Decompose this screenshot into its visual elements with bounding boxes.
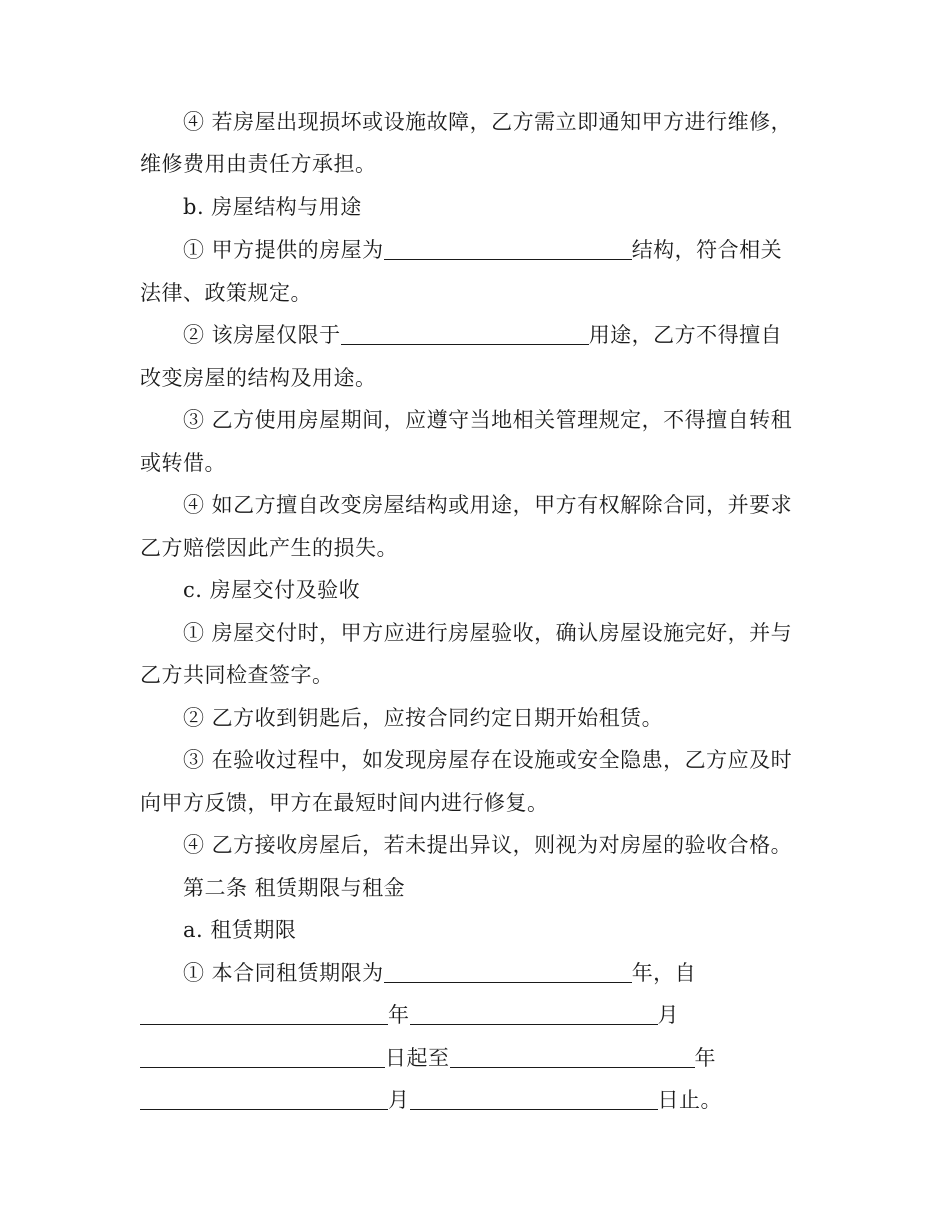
clause-line: [140, 449, 820, 477]
clause-text: ③ 乙方使用房屋期间，应遵守当地相关管理规定，不得擅自转租: [183, 408, 793, 432]
clause-text: ① 房屋交付时，甲方应进行房屋验收，确认房屋设施完好，并与: [183, 621, 793, 645]
clause-text: 年: [694, 1046, 716, 1070]
section-heading: [183, 916, 863, 944]
clause-line: [140, 534, 820, 562]
clause-line: [183, 746, 863, 774]
clause-text: 月: [388, 1088, 410, 1112]
clause-line: [140, 1001, 820, 1029]
clause-text: ④ 如乙方擅自改变房屋结构或用途，甲方有权解除合同，并要求: [183, 493, 793, 517]
clause-line: [183, 108, 863, 136]
clause-text: 年: [388, 1003, 410, 1027]
clause-line: [183, 831, 863, 859]
clause-line: [140, 789, 820, 817]
fill-in-blank[interactable]: [384, 239, 632, 260]
clause-text: ④ 乙方接收房屋后，若未提出异议，则视为对房屋的验收合格。: [183, 833, 793, 857]
fill-in-blank[interactable]: [410, 1089, 658, 1110]
clause-line: [183, 491, 863, 519]
clause-line: [140, 1044, 820, 1072]
clause-line: [140, 364, 820, 392]
fill-in-blank[interactable]: [450, 1047, 695, 1068]
clause-text: 乙方共同检查签字。: [140, 663, 334, 687]
fill-in-blank[interactable]: [140, 1089, 388, 1110]
section-heading-text: a. 租赁期限: [183, 918, 297, 942]
clause-line: [183, 236, 863, 264]
clause-text: ④ 若房屋出现损坏或设施故障，乙方需立即通知甲方进行维修，: [183, 110, 793, 134]
clause-text: 乙方赔偿因此产生的损失。: [140, 536, 398, 560]
fill-in-blank[interactable]: [384, 962, 632, 983]
clause-text: 用途，乙方不得擅自: [588, 323, 783, 347]
clause-text: 月: [657, 1003, 679, 1027]
clause-text: 法律、政策规定。: [140, 281, 312, 305]
clause-line: [183, 704, 863, 732]
article-heading-text: 第二条 租赁期限与租金: [183, 876, 406, 900]
clause-text: 日起至: [385, 1046, 450, 1070]
section-heading: [183, 193, 863, 221]
clause-text: 维修费用由责任方承担。: [140, 152, 377, 176]
clause-text: 日止。: [657, 1088, 722, 1112]
clause-text: 结构，符合相关: [631, 238, 783, 262]
clause-line: [183, 321, 863, 349]
clause-line: [140, 661, 820, 689]
section-heading-text: c. 房屋交付及验收: [183, 578, 361, 602]
clause-line: [183, 406, 863, 434]
fill-in-blank[interactable]: [140, 1004, 388, 1025]
clause-line: [140, 150, 820, 178]
clause-text: 或转借。: [140, 451, 226, 475]
clause-text: 向甲方反馈，甲方在最短时间内进行修复。: [140, 791, 549, 815]
clause-text: ② 该房屋仅限于: [183, 323, 341, 347]
clause-text: ① 甲方提供的房屋为: [183, 238, 384, 262]
clause-text: ② 乙方收到钥匙后，应按合同约定日期开始租赁。: [183, 706, 664, 730]
clause-text: ③ 在验收过程中，如发现房屋存在设施或安全隐患，乙方应及时: [183, 748, 793, 772]
clause-text: 年，自: [631, 961, 697, 985]
fill-in-blank[interactable]: [410, 1004, 658, 1025]
fill-in-blank[interactable]: [341, 324, 589, 345]
clause-line: [140, 279, 820, 307]
fill-in-blank[interactable]: [140, 1047, 385, 1068]
clause-line: [183, 619, 863, 647]
clause-line: [140, 1086, 820, 1114]
section-heading: [183, 576, 863, 604]
section-heading-text: b. 房屋结构与用途: [183, 195, 362, 219]
article-heading: [183, 874, 863, 902]
clause-text: ① 本合同租赁期限为: [183, 961, 384, 985]
clause-text: 改变房屋的结构及用途。: [140, 366, 377, 390]
clause-line: [183, 959, 863, 987]
